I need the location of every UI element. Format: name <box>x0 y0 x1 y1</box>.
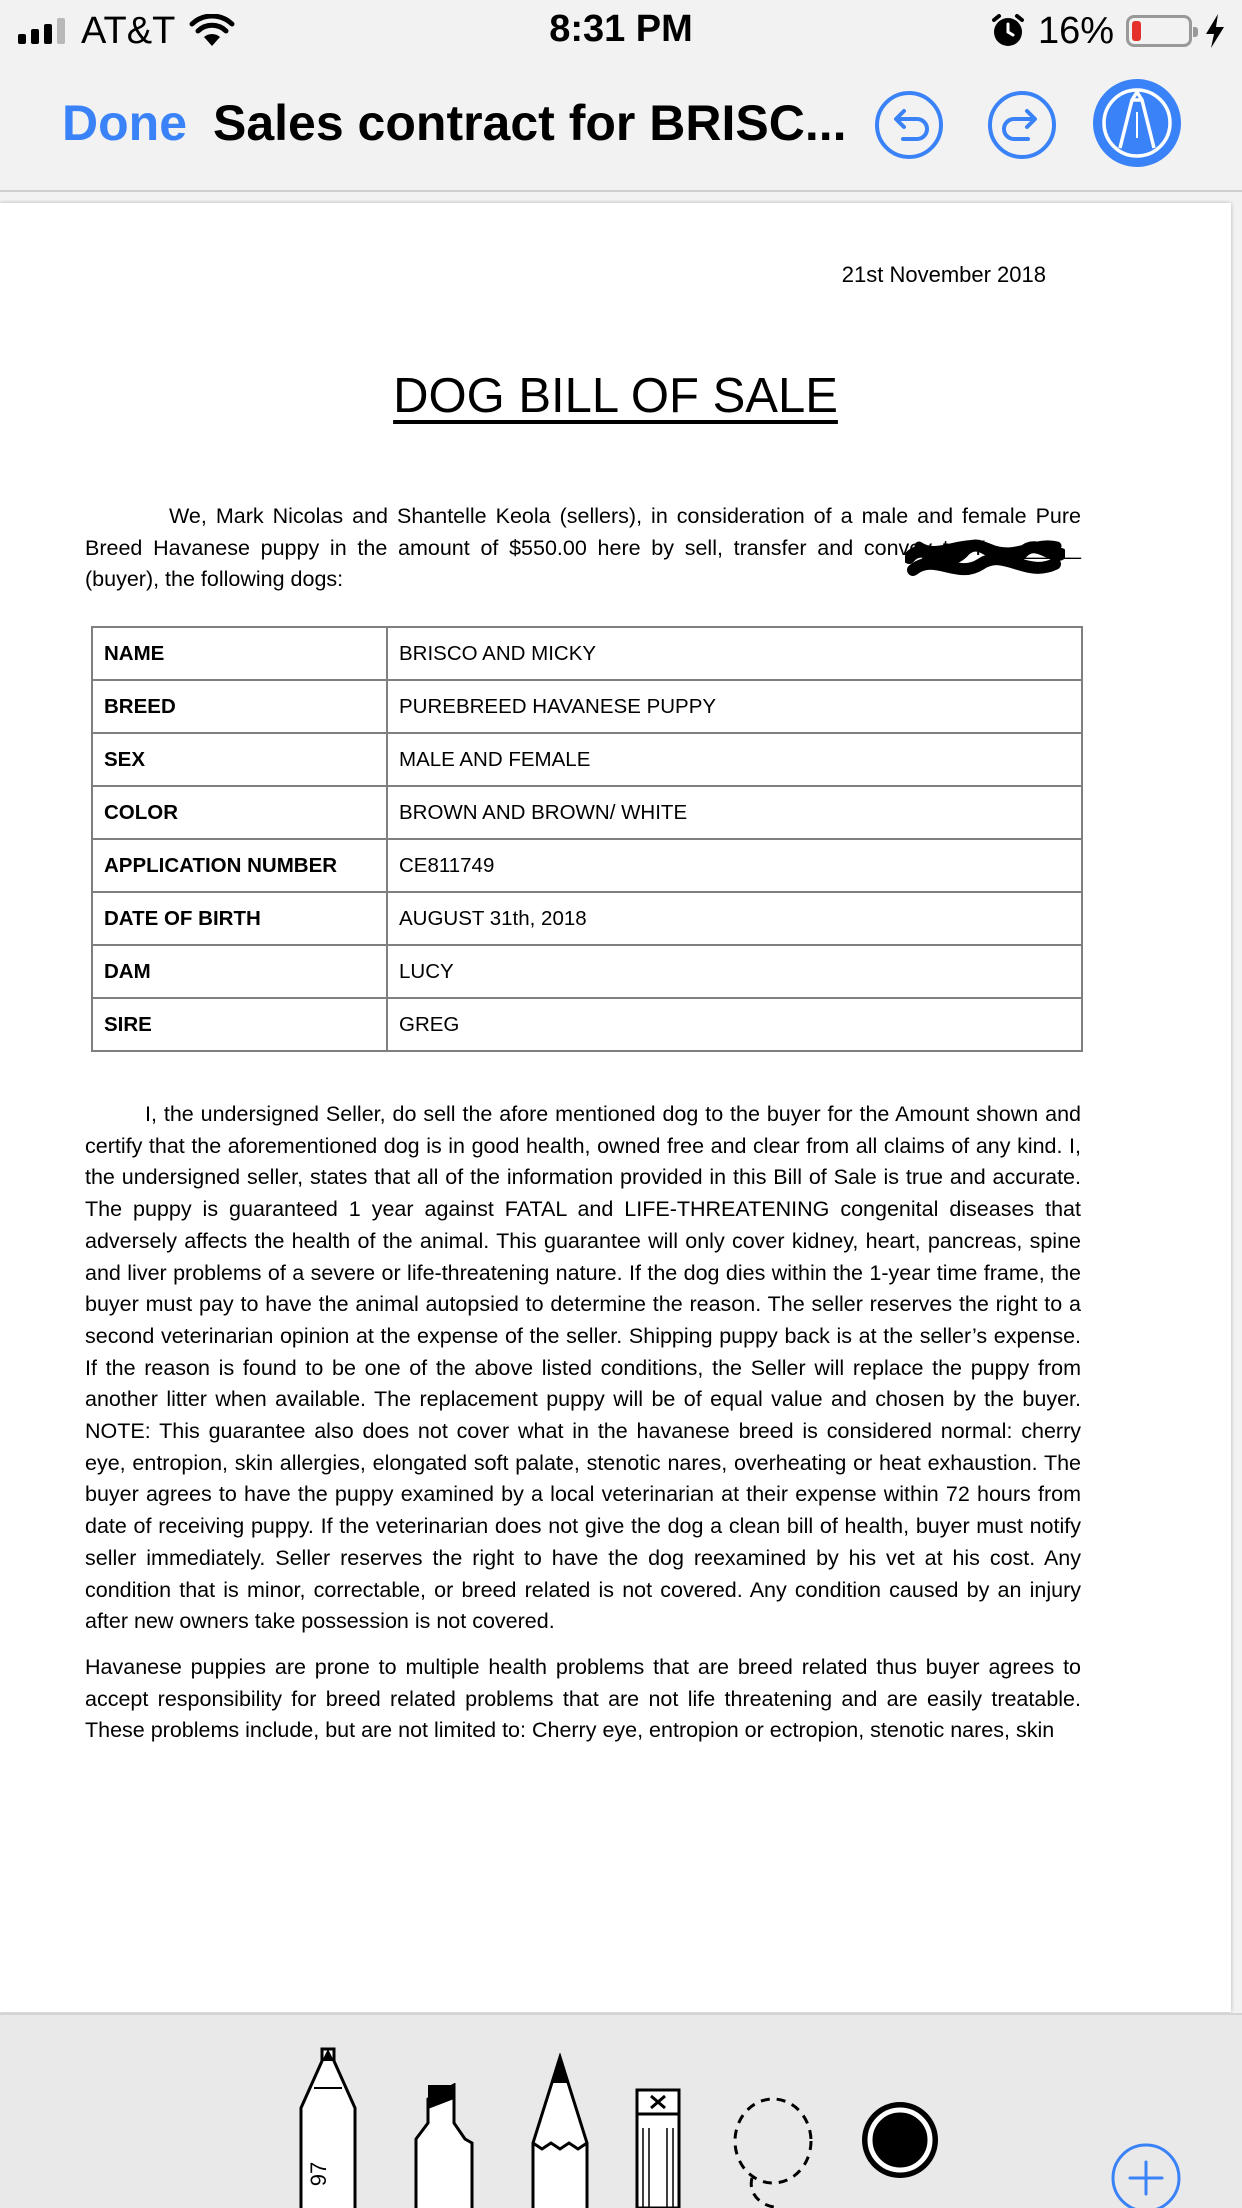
intro-paragraph: We, Mark Nicolas and Shantelle Keola (sellers), in consideration of a male and female Pure Breed Havanese puppy in the amount of $550.00 here by sell, transfer and convey to Y________ (buyer), the following dogs: <box>85 504 1081 592</box>
table-cell-label: DATE OF BIRTH <box>92 892 387 945</box>
pencil-icon <box>530 2053 590 2208</box>
table-cell-label: SEX <box>92 733 387 786</box>
pen-tool[interactable] <box>298 2043 358 2208</box>
table-row <box>92 733 1082 786</box>
alarm-icon <box>990 13 1026 49</box>
done-button[interactable]: Done <box>62 95 187 151</box>
table-row <box>92 839 1082 892</box>
table-cell-value: CE811749 <box>387 839 1082 892</box>
table-cell-value: BRISCO AND MICKY <box>387 627 1082 680</box>
breed-problems-paragraph: Havanese puppies are prone to multiple health problems that are breed related thus buyer agrees to accept responsibility for breed related problems that are not life threatening and are easily treatable. These problems include, but are not limited to: Cherry eye, entropion or ectropion, stenotic nares, skin <box>85 1655 1081 1743</box>
battery-percentage: 16% <box>1037 9 1114 52</box>
charging-bolt-icon <box>1204 13 1226 49</box>
pencil-tool[interactable] <box>530 2053 590 2208</box>
dog-details-table <box>91 626 1083 1052</box>
document-date: 21st November 2018 <box>841 262 1046 287</box>
bill-of-sale-heading: DOG BILL OF SALE <box>393 369 838 423</box>
color-picker-button[interactable] <box>860 2100 940 2180</box>
table-row <box>92 680 1082 733</box>
table-cell-value: MALE AND FEMALE <box>387 733 1082 786</box>
table-cell-label: COLOR <box>92 786 387 839</box>
table-cell-label: APPLICATION NUMBER <box>92 839 387 892</box>
markup-toolbar <box>0 2013 1242 2208</box>
status-right <box>990 8 1226 54</box>
color-picker-icon <box>860 2100 940 2180</box>
redo-icon <box>986 89 1058 161</box>
table-cell-value: AUGUST 31th, 2018 <box>387 892 1082 945</box>
markup-pen-icon <box>1092 78 1182 168</box>
eraser-icon <box>635 2088 681 2208</box>
lasso-tool[interactable] <box>730 2093 816 2208</box>
markup-toggle-button[interactable] <box>1092 78 1182 168</box>
table-cell-label: SIRE <box>92 998 387 1051</box>
status-time: 8:31 PM <box>549 8 693 50</box>
redaction-scribble <box>905 530 1065 586</box>
table-cell-value: GREG <box>387 998 1082 1051</box>
battery-level-fill <box>1132 21 1141 41</box>
carrier-name: AT&T <box>81 9 176 52</box>
document-page[interactable] <box>0 203 1231 2012</box>
battery-icon <box>1126 15 1192 47</box>
table-cell-label: NAME <box>92 627 387 680</box>
undo-button[interactable] <box>873 89 945 161</box>
table-row <box>92 786 1082 839</box>
table-row <box>92 627 1082 680</box>
table-cell-label: DAM <box>92 945 387 998</box>
table-cell-value: PUREBREED HAVANESE PUPPY <box>387 680 1082 733</box>
document-title: Sales contract for BRISC... <box>213 95 847 151</box>
table-cell-value: LUCY <box>387 945 1082 998</box>
navigation-bar <box>0 62 1242 192</box>
add-markup-button[interactable] <box>1110 2142 1182 2208</box>
highlighter-tool[interactable] <box>413 2083 475 2208</box>
undo-icon <box>873 89 945 161</box>
terms-paragraph: I, the undersigned Seller, do sell the afore mentioned dog to the buyer for the Amount shown and certify that the aforementioned dog is in good health, owned free and clear from all claims of any kind. I, the undersigned seller, states that all of the information provided in this Bill of Sale is true and accurate. The puppy is guaranteed 1 year against FATAL and LIFE-THREATENING congenital diseases that adversely affects the health of the animal. This guarantee will only cover kidney, heart, pancreas, spine and liver problems of a severe or life-threatening nature. If the dog dies within the 1-year time frame, the buyer must pay to have the animal autopsied to determine the reason. The seller reserves the right to a second veterinarian opinion at the expense of the seller. Shipping puppy back is at the seller’s expense. If the reason is found to be one of the above listed conditions, the Seller will replace the puppy from another litter when available. The replacement puppy will be of equal value and chosen by the buyer. NOTE: This guarantee also does not cover what in the havanese breed is considered normal: cherry eye, entropion, skin allergies, elongated soft palate, stenotic nares, overheating or heat exhaustion. The buyer agrees to have the puppy examined by a local veterinarian at their expense within 72 hours from date of receiving puppy. If the veterinarian does not give the dog a clean bill of health, buyer must notify seller immediately. Seller reserves the right to have the dog reexamined by his vet at his cost. Any condition that is minor, correctable, or breed related is not covered. Any condition caused by an injury after new owners take possession is not covered. <box>85 1102 1081 1634</box>
redo-button[interactable] <box>986 89 1058 161</box>
table-row <box>92 998 1082 1051</box>
table-row <box>92 892 1082 945</box>
eraser-tool[interactable] <box>635 2088 681 2208</box>
table-row <box>92 945 1082 998</box>
highlighter-icon <box>413 2083 475 2208</box>
table-cell-label: BREED <box>92 680 387 733</box>
table-cell-value: BROWN AND BROWN/ WHITE <box>387 786 1082 839</box>
lasso-icon <box>730 2093 816 2208</box>
add-icon <box>1110 2142 1182 2208</box>
status-bar <box>0 0 1242 62</box>
pen-size-label: 97 <box>306 2161 332 2187</box>
